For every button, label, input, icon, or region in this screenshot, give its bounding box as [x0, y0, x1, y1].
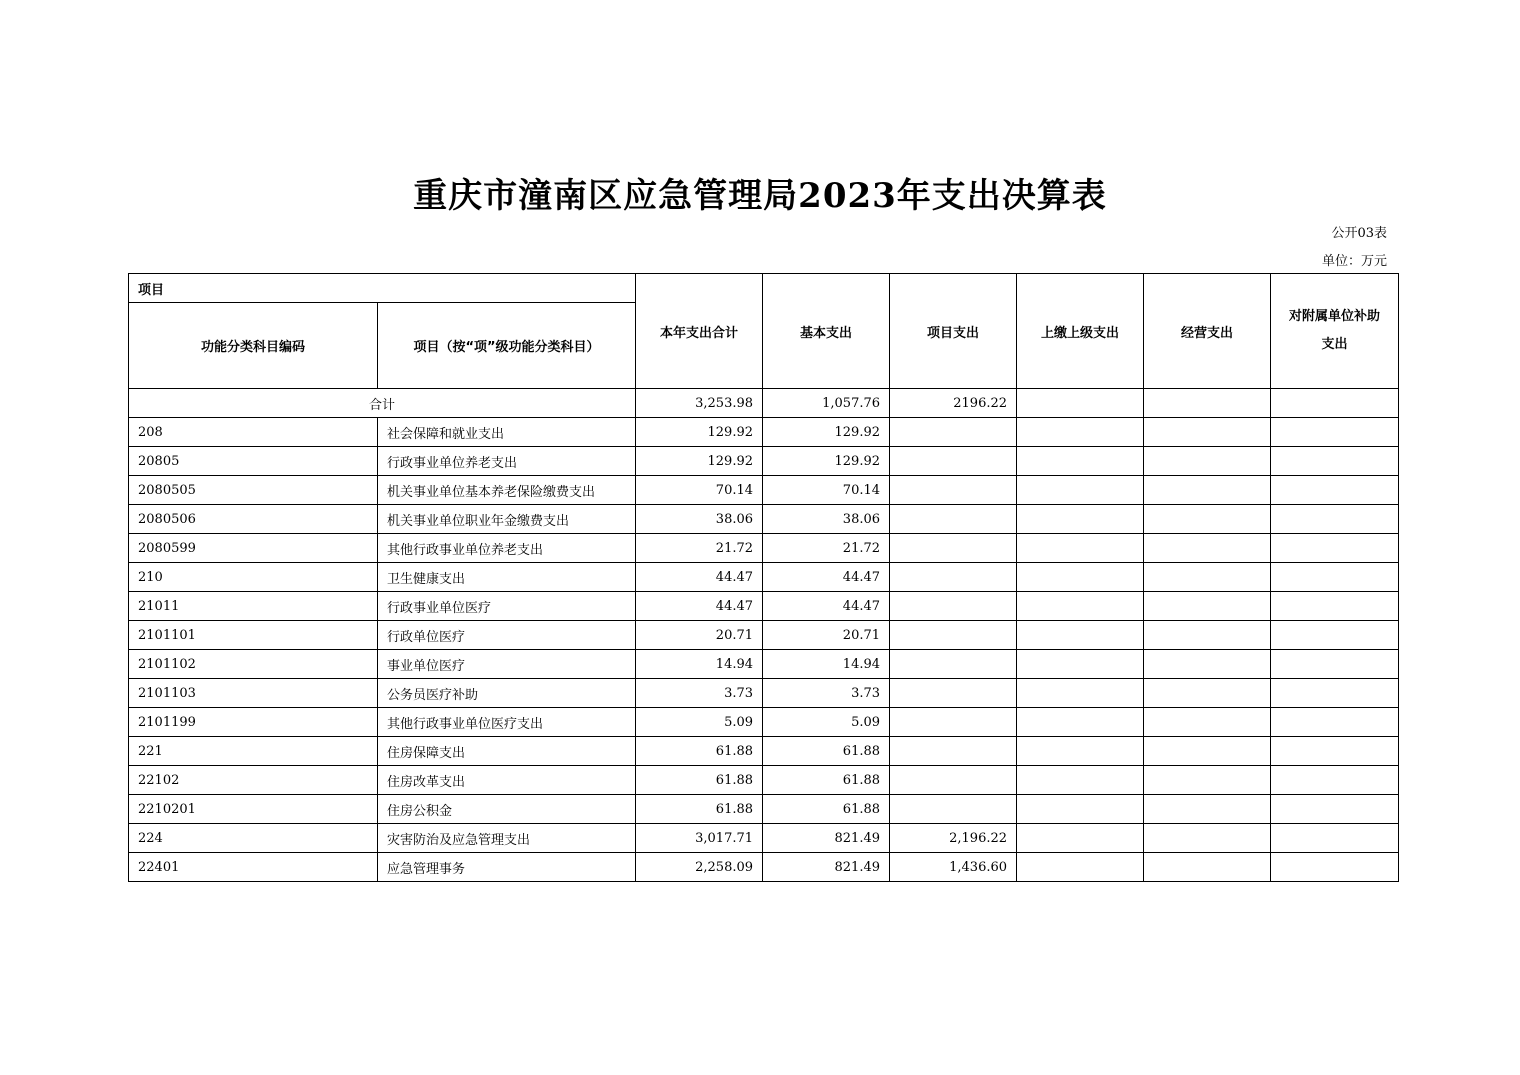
table-row: [129, 592, 1399, 621]
table-row: [129, 621, 1399, 650]
row-business: [1144, 679, 1271, 708]
row-project: [890, 679, 1017, 708]
row-project: [890, 621, 1017, 650]
row-subsidy: [1271, 592, 1399, 621]
row-basic: 61.88: [763, 766, 890, 795]
row-upper: [1017, 505, 1144, 534]
row-basic: 129.92: [763, 447, 890, 476]
row-business: [1144, 476, 1271, 505]
row-subsidy: [1271, 563, 1399, 592]
row-upper: [1017, 795, 1144, 824]
row-upper: [1017, 853, 1144, 882]
row-business: [1144, 708, 1271, 737]
total-upper: [1017, 389, 1144, 418]
row-project: [890, 447, 1017, 476]
header-upper: 上缴上级支出: [1017, 274, 1144, 389]
header-project: 项目支出: [890, 274, 1017, 389]
row-total: 61.88: [636, 766, 763, 795]
row-code: 2101199: [129, 708, 378, 737]
row-project: [890, 476, 1017, 505]
row-code: 210: [129, 563, 378, 592]
row-name: 住房公积金: [378, 795, 636, 824]
table-row: [129, 476, 1399, 505]
row-code: 224: [129, 824, 378, 853]
table-row: [129, 708, 1399, 737]
row-code: 221: [129, 737, 378, 766]
row-basic: 44.47: [763, 592, 890, 621]
row-project: [890, 766, 1017, 795]
row-subsidy: [1271, 737, 1399, 766]
row-basic: 14.94: [763, 650, 890, 679]
row-project: [890, 534, 1017, 563]
row-business: [1144, 650, 1271, 679]
row-code: 2080599: [129, 534, 378, 563]
row-business: [1144, 592, 1271, 621]
total-business: [1144, 389, 1271, 418]
row-total: 61.88: [636, 795, 763, 824]
row-subsidy: [1271, 824, 1399, 853]
row-basic: 38.06: [763, 505, 890, 534]
header-group-project: 项目: [129, 274, 636, 303]
row-upper: [1017, 679, 1144, 708]
total-project: 2196.22: [890, 389, 1017, 418]
table-row: [129, 505, 1399, 534]
form-number: 公开03表: [1331, 226, 1387, 241]
row-project: [890, 418, 1017, 447]
row-business: [1144, 737, 1271, 766]
header-name: 项目（按“项”级功能分类科目）: [378, 303, 636, 389]
row-business: [1144, 563, 1271, 592]
row-basic: 821.49: [763, 853, 890, 882]
row-code: 2101102: [129, 650, 378, 679]
row-subsidy: [1271, 621, 1399, 650]
row-name: 社会保障和就业支出: [378, 418, 636, 447]
row-basic: 3.73: [763, 679, 890, 708]
row-upper: [1017, 447, 1144, 476]
row-basic: 129.92: [763, 418, 890, 447]
row-subsidy: [1271, 534, 1399, 563]
row-upper: [1017, 766, 1144, 795]
row-name: 机关事业单位职业年金缴费支出: [378, 505, 636, 534]
row-total: 20.71: [636, 621, 763, 650]
row-total: 129.92: [636, 418, 763, 447]
row-total: 14.94: [636, 650, 763, 679]
row-name: 住房保障支出: [378, 737, 636, 766]
total-label: 合计: [129, 389, 636, 418]
header-row-group: [129, 274, 1399, 303]
row-upper: [1017, 650, 1144, 679]
row-code: 2101103: [129, 679, 378, 708]
row-project: 1,436.60: [890, 853, 1017, 882]
header-total: 本年支出合计: [636, 274, 763, 389]
row-total: 38.06: [636, 505, 763, 534]
row-code: 20805: [129, 447, 378, 476]
row-name: 其他行政事业单位医疗支出: [378, 708, 636, 737]
table-row: [129, 563, 1399, 592]
table-row: [129, 824, 1399, 853]
total-total: 3,253.98: [636, 389, 763, 418]
table-row: [129, 737, 1399, 766]
row-upper: [1017, 534, 1144, 563]
table-row: [129, 853, 1399, 882]
row-total: 21.72: [636, 534, 763, 563]
row-subsidy: [1271, 447, 1399, 476]
row-project: [890, 737, 1017, 766]
row-project: [890, 795, 1017, 824]
total-row: [129, 389, 1399, 418]
table-row: [129, 650, 1399, 679]
row-code: 2101101: [129, 621, 378, 650]
row-code: 22102: [129, 766, 378, 795]
row-code: 22401: [129, 853, 378, 882]
row-business: [1144, 418, 1271, 447]
row-subsidy: [1271, 476, 1399, 505]
row-total: 70.14: [636, 476, 763, 505]
table-row: [129, 447, 1399, 476]
row-business: [1144, 853, 1271, 882]
row-total: 44.47: [636, 563, 763, 592]
row-upper: [1017, 737, 1144, 766]
row-basic: 20.71: [763, 621, 890, 650]
page-title: 重庆市潼南区应急管理局2023年支出决算表: [413, 176, 1107, 216]
row-business: [1144, 824, 1271, 853]
row-total: 61.88: [636, 737, 763, 766]
row-project: [890, 505, 1017, 534]
row-basic: 5.09: [763, 708, 890, 737]
row-code: 208: [129, 418, 378, 447]
row-business: [1144, 621, 1271, 650]
table-row: [129, 418, 1399, 447]
row-project: 2,196.22: [890, 824, 1017, 853]
row-total: 44.47: [636, 592, 763, 621]
row-total: 3,017.71: [636, 824, 763, 853]
table-row: [129, 795, 1399, 824]
header-business: 经营支出: [1144, 274, 1271, 389]
row-subsidy: [1271, 795, 1399, 824]
row-basic: 821.49: [763, 824, 890, 853]
row-project: [890, 563, 1017, 592]
row-business: [1144, 505, 1271, 534]
row-code: 2080506: [129, 505, 378, 534]
row-subsidy: [1271, 853, 1399, 882]
row-total: 129.92: [636, 447, 763, 476]
row-total: 5.09: [636, 708, 763, 737]
row-name: 卫生健康支出: [378, 563, 636, 592]
row-subsidy: [1271, 708, 1399, 737]
row-name: 行政单位医疗: [378, 621, 636, 650]
row-upper: [1017, 708, 1144, 737]
row-total: 3.73: [636, 679, 763, 708]
row-project: [890, 708, 1017, 737]
row-project: [890, 592, 1017, 621]
row-business: [1144, 534, 1271, 563]
row-name: 应急管理事务: [378, 853, 636, 882]
row-name: 事业单位医疗: [378, 650, 636, 679]
row-subsidy: [1271, 650, 1399, 679]
row-upper: [1017, 592, 1144, 621]
row-basic: 61.88: [763, 795, 890, 824]
expenditure-table: [128, 273, 1399, 882]
row-upper: [1017, 563, 1144, 592]
table-row: [129, 534, 1399, 563]
table-row: [129, 679, 1399, 708]
row-business: [1144, 766, 1271, 795]
row-subsidy: [1271, 418, 1399, 447]
unit-label: 单位：万元: [1321, 254, 1387, 269]
row-total: 2,258.09: [636, 853, 763, 882]
row-code: 21011: [129, 592, 378, 621]
row-upper: [1017, 476, 1144, 505]
row-name: 住房改革支出: [378, 766, 636, 795]
row-name: 灾害防治及应急管理支出: [378, 824, 636, 853]
row-basic: 44.47: [763, 563, 890, 592]
table-row: [129, 766, 1399, 795]
row-name: 公务员医疗补助: [378, 679, 636, 708]
row-subsidy: [1271, 766, 1399, 795]
header-subsidy: 对附属单位补助支出: [1271, 274, 1399, 389]
row-project: [890, 650, 1017, 679]
row-code: 2210201: [129, 795, 378, 824]
row-basic: 21.72: [763, 534, 890, 563]
row-name: 行政事业单位医疗: [378, 592, 636, 621]
row-upper: [1017, 418, 1144, 447]
row-upper: [1017, 824, 1144, 853]
row-subsidy: [1271, 505, 1399, 534]
header-code: 功能分类科目编码: [129, 303, 378, 389]
row-name: 机关事业单位基本养老保险缴费支出: [378, 476, 636, 505]
row-code: 2080505: [129, 476, 378, 505]
total-basic: 1,057.76: [763, 389, 890, 418]
row-basic: 70.14: [763, 476, 890, 505]
total-subsidy: [1271, 389, 1399, 418]
row-subsidy: [1271, 679, 1399, 708]
row-business: [1144, 447, 1271, 476]
row-name: 其他行政事业单位养老支出: [378, 534, 636, 563]
row-basic: 61.88: [763, 737, 890, 766]
row-business: [1144, 795, 1271, 824]
header-basic: 基本支出: [763, 274, 890, 389]
row-name: 行政事业单位养老支出: [378, 447, 636, 476]
row-upper: [1017, 621, 1144, 650]
